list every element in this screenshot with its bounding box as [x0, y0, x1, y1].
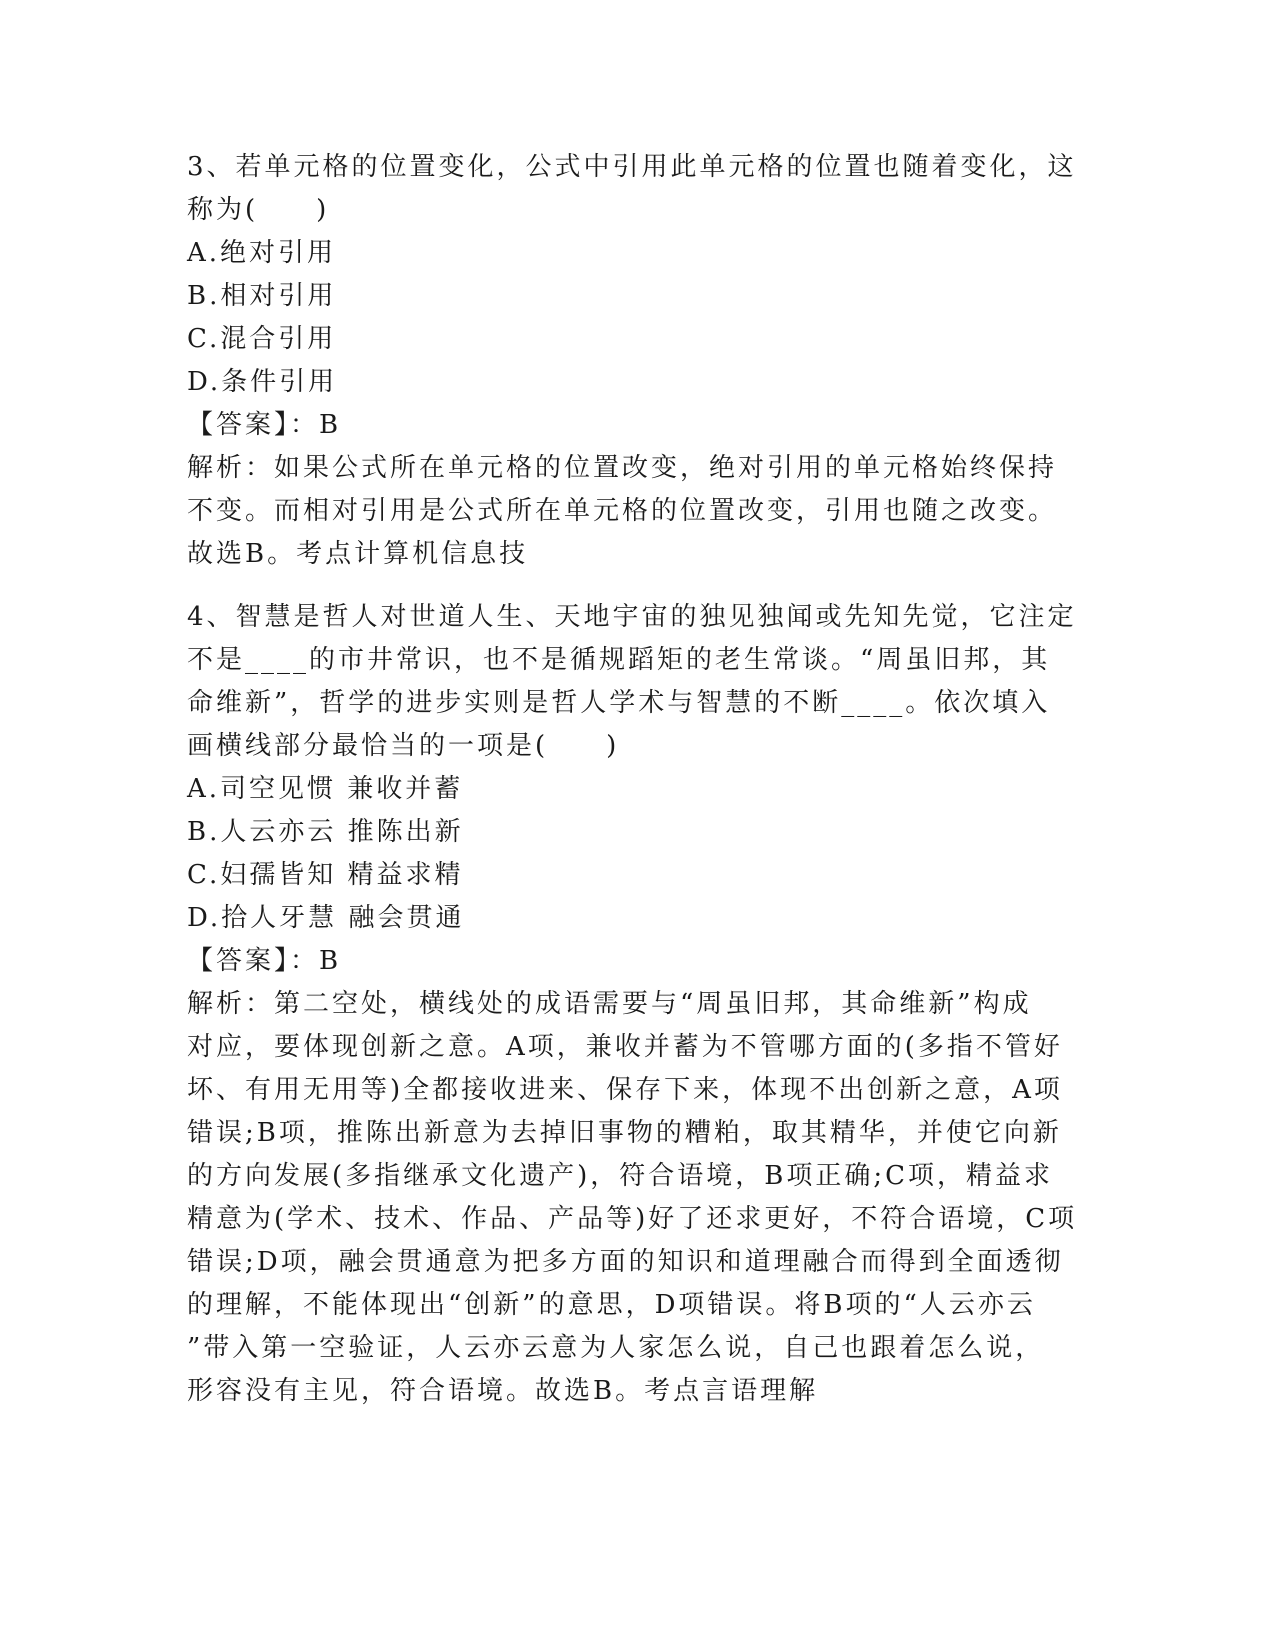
analysis-line: 对应，要体现创新之意。A项，兼收并蓄为不管哪方面的(多指不管好	[187, 1032, 1063, 1062]
analysis-line: 形容没有主见，符合语境。故选B。考点言语理解	[187, 1376, 819, 1406]
analysis-line: 的理解，不能体现出“创新”的意思，D项错误。将B项的“人云亦云	[187, 1290, 1036, 1320]
analysis-line: 不变。而相对引用是公式所在单元格的位置改变，引用也随之改变。	[187, 496, 1058, 526]
document-content	[187, 146, 1078, 1413]
option-b: B.相对引用	[187, 281, 337, 311]
analysis-line: 故选B。考点计算机信息技	[187, 539, 529, 569]
option-a: A.绝对引用	[187, 238, 337, 268]
analysis-line: 精意为(学术、技术、作品、产品等)好了还求更好，不符合语境，C项	[187, 1204, 1078, 1234]
option-c: C.妇孺皆知 精益求精	[187, 860, 464, 890]
question-stem-line: 不是____的市井常识，也不是循规蹈矩的老生常谈。“周虽旧邦，其	[187, 645, 1051, 675]
answer-label: 【答案】：B	[187, 946, 342, 976]
analysis-line: 解析：如果公式所在单元格的位置改变，绝对引用的单元格始终保持	[187, 453, 1058, 483]
analysis-line: 的方向发展(多指继承文化遗产)，符合语境，B项正确;C项，精益求	[187, 1161, 1054, 1191]
analysis-line: 错误;B项，推陈出新意为去掉旧事物的糟粕，取其精华，并使它向新	[187, 1118, 1062, 1148]
option-d: D.拾人牙慧 融会贯通	[187, 903, 465, 933]
option-a: A.司空见惯 兼收并蓄	[187, 774, 464, 804]
question-4	[187, 596, 1078, 1413]
analysis-line: ”带入第一空验证，人云亦云意为人家怎么说，自己也跟着怎么说，	[187, 1333, 1045, 1363]
question-stem-line: 称为( )	[187, 195, 330, 225]
analysis-line: 错误;D项，融会贯通意为把多方面的知识和道理融合而得到全面透彻	[187, 1247, 1064, 1277]
option-c: C.混合引用	[187, 324, 337, 354]
answer-label: 【答案】：B	[187, 410, 342, 440]
analysis-line: 解析：第二空处，横线处的成语需要与“周虽旧邦，其命维新”构成	[187, 989, 1032, 1019]
question-stem-line: 画横线部分最恰当的一项是( )	[187, 731, 620, 761]
question-stem-line: 4、智慧是哲人对世道人生、天地宇宙的独见独闻或先知先觉，它注定	[187, 602, 1077, 632]
option-b: B.人云亦云 推陈出新	[187, 817, 464, 847]
analysis-line: 坏、有用无用等)全都接收进来、保存下来，体现不出创新之意，A项	[187, 1075, 1063, 1105]
option-d: D.条件引用	[187, 367, 338, 397]
question-3	[187, 146, 1077, 576]
question-stem-line: 命维新”，哲学的进步实则是哲人学术与智慧的不断____。依次填入	[187, 688, 1051, 718]
question-stem-line: 3、若单元格的位置变化，公式中引用此单元格的位置也随着变化，这	[187, 152, 1077, 182]
